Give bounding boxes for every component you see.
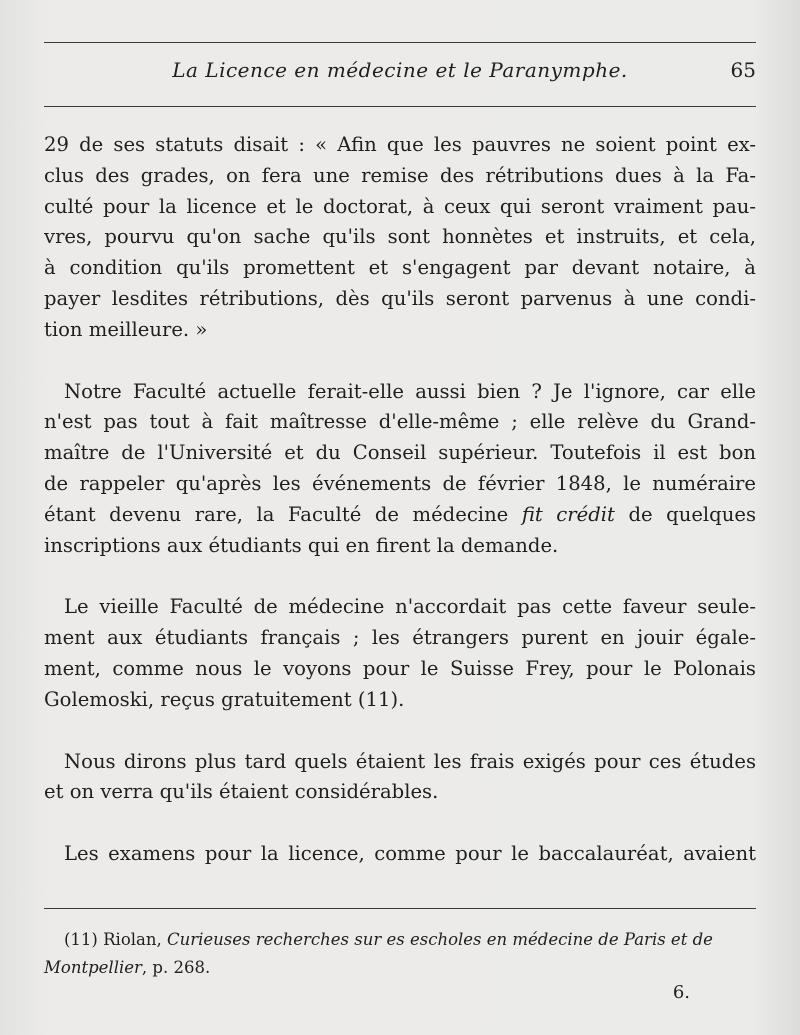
- footnote: [44, 926, 756, 982]
- header-rule: [44, 106, 756, 107]
- paragraph-4-line-1: Nous dirons plus tard quels étaient les frais exigés pour ces études: [64, 749, 756, 773]
- footnote-title-end: Montpellier: [44, 958, 142, 977]
- footnote-title: Curieuses recherches sur es escholes en médecine de Paris et de: [167, 930, 713, 949]
- body-text: [44, 130, 756, 870]
- paragraph-2-line-4: de rappeler qu'après les événements de février 1848, le numéraire: [44, 471, 756, 495]
- paragraph-2-line-2: n'est pas tout à fait maîtresse d'elle-même ; elle relève du Grand-: [44, 410, 756, 434]
- paragraph-gap: [44, 561, 756, 592]
- paragraph-1-line-5: à condition qu'ils promettent et s'engagent par devant notaire, à: [44, 256, 756, 280]
- paragraph-1-line-2: clus des grades, on fera une remise des rétributions dues à la Fa-: [44, 163, 756, 187]
- paragraph-4-line-2: et on verra qu'ils étaient considérables.: [44, 780, 439, 804]
- paragraph-2-line-1: Notre Faculté actuelle ferait-elle aussi bien ? Je l'ignore, car elle: [64, 379, 756, 403]
- footnote-page-ref: , p. 268.: [141, 958, 211, 977]
- paragraph-2-line-6: inscriptions aux étudiants qui en firent la demande.: [44, 533, 559, 557]
- footnote-line-2: [44, 954, 756, 982]
- top-rule: [44, 42, 756, 43]
- paragraph-1-line-7: tion meilleure. »: [44, 317, 208, 341]
- paragraph-1-line-3: culté pour la licence et le doctorat, à ceux qui seront vraiment pau-: [44, 194, 756, 218]
- running-title: La Licence en médecine et le Paranymphe.: [172, 58, 628, 82]
- footnote-rule: [44, 908, 756, 909]
- paragraph-1-line-6: payer lesdites rétributions, dès qu'ils seront parvenus à une condi-: [44, 286, 756, 310]
- paragraph-2-line-3: maître de l'Université et du Conseil supérieur. Toutefois il est bon: [44, 441, 756, 465]
- paragraph-2-line-5-end: de quelques: [628, 502, 756, 526]
- paragraph-gap: [44, 346, 756, 377]
- paragraph-3-line-4: Golemoski, reçus gratuitement (11).: [44, 687, 405, 711]
- signature-mark: 6.: [672, 982, 690, 1003]
- paragraph-3-line-2: ment aux étudiants français ; les étrangers purent en jouir égale-: [44, 626, 756, 650]
- footnote-line-1: [44, 926, 756, 954]
- paragraph-1-line-4: vres, pourvu qu'on sache qu'ils sont honnètes et instruits, et cela,: [44, 225, 756, 249]
- paragraph-5-line-1: Les examens pour la licence, comme pour le baccalauréat, avaient: [64, 842, 756, 866]
- running-header: [44, 58, 756, 90]
- page-number: 65: [730, 58, 756, 82]
- paragraph-3-line-3: ment, comme nous le voyons pour le Suisse Frey, pour le Polonais: [44, 656, 756, 680]
- paragraph-1-line-1: 29 de ses statuts disait : « Afin que les pauvres ne soient point ex-: [44, 133, 756, 156]
- paragraph-gap: [44, 716, 756, 747]
- paragraph-2-line-5-start: étant devenu rare, la Faculté de médecine: [44, 502, 509, 526]
- paragraph-3-line-1: Le vieille Faculté de médecine n'accordait pas cette faveur seule-: [64, 595, 756, 619]
- paragraph-gap: [44, 808, 756, 839]
- footnote-marker: (11) Riolan,: [64, 930, 162, 949]
- paragraph-2-italic-phrase: fit crédit: [521, 502, 615, 526]
- paragraph-2-line-5: [44, 500, 756, 531]
